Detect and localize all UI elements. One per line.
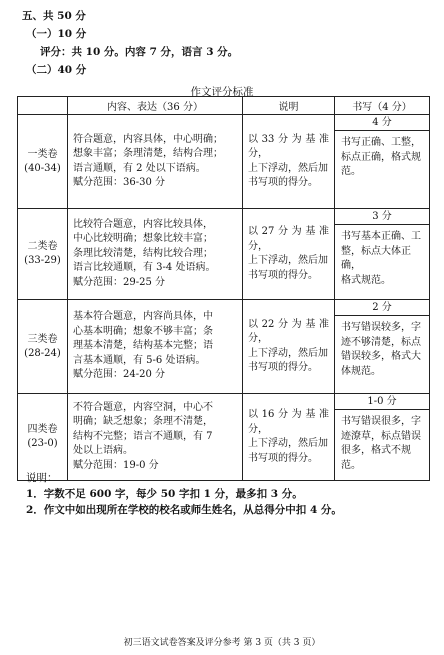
note-line: 上下浮动，然后加 (248, 438, 328, 449)
content-line: 心基本明确；想象不够丰富；条 (73, 325, 213, 337)
writing-line: 迹潦草，标点错误 (341, 430, 421, 442)
writing-line: 书写基本正确、工 (341, 231, 421, 242)
note-cell (243, 115, 335, 209)
notes-label: 说明： (26, 472, 58, 484)
writing-line: 很多，格式不规范。 (341, 445, 411, 471)
category-name: 二类卷 (27, 241, 58, 252)
category-cell (18, 300, 68, 394)
note-cell (243, 209, 335, 300)
content-line: 基本符合题意，内容尚具体，中 (73, 311, 213, 323)
writing-score: 2 分 (335, 300, 429, 316)
writing-desc (335, 225, 429, 293)
writing-desc (335, 131, 429, 185)
writing-line: 体规范。 (341, 365, 381, 377)
content-cell (68, 300, 243, 394)
table-row (18, 394, 430, 481)
header-blank (18, 97, 68, 115)
writing-line: 标点正确，格式规 (341, 151, 421, 163)
content-line: 语言通顺，有 2 处以下语病。 (73, 162, 206, 174)
note-line: 书写项的得分。 (248, 269, 318, 281)
writing-score: 3 分 (335, 209, 429, 225)
content-line: 想象丰富；条理清楚，结构合理； (73, 148, 223, 159)
writing-desc (335, 410, 429, 478)
writing-line: 整，标点大体正确， (341, 245, 411, 271)
content-line: 条理比较清楚，结构比较合理； (73, 247, 213, 259)
category-range: (23-0) (27, 438, 58, 449)
category-range: (28-24) (24, 347, 61, 359)
note-line: 上下浮动，然后加 (248, 162, 328, 174)
header-note: 说明 (243, 97, 335, 115)
category-cell (18, 394, 68, 481)
writing-line: 迹不够清楚，标点 (341, 336, 421, 348)
content-line: 赋分范围：29-25 分 (73, 276, 166, 288)
table-header-row (18, 97, 430, 115)
content-line: 语言比较通顺，有 3-4 处语病。 (73, 262, 216, 274)
table-row (18, 209, 430, 300)
note-line: 上下浮动，然后加 (248, 347, 328, 359)
writing-cell (335, 394, 430, 481)
content-line: 赋分范围：36-30 分 (73, 177, 166, 188)
notes-section (26, 470, 342, 518)
part2-heading: （二）40 分 (26, 64, 87, 76)
category-cell (18, 209, 68, 300)
category-range: (33-29) (24, 255, 61, 266)
page-footer: 初三语文试卷答案及评分参考 第 3 页（共 3 页） (123, 638, 321, 648)
writing-line: 格式规范。 (341, 274, 391, 286)
content-line: 中心比较明确；想象比较丰富； (73, 233, 213, 245)
content-line: 赋分范围：19-0 分 (73, 459, 159, 471)
section-heading: 五、共 50 分 (22, 10, 86, 22)
note-line: 以27分为基准分， (248, 226, 329, 252)
table-row (18, 300, 430, 394)
table-title: 作文评分标准 (190, 86, 254, 98)
note-line: 书写项的得分。 (248, 362, 318, 373)
content-line: 符合题意，内容具体，中心明确； (73, 133, 223, 145)
content-cell (68, 209, 243, 300)
content-line: 明确；缺乏想象；条理不清楚， (73, 416, 213, 428)
category-cell (18, 115, 68, 209)
note-cell (243, 394, 335, 481)
header-writing: 书写（4 分） (335, 97, 430, 115)
content-cell (68, 115, 243, 209)
part1-heading: （一）10 分 (26, 28, 87, 40)
content-line: 比较符合题意，内容比较具体， (73, 218, 213, 230)
writing-score: 4 分 (335, 115, 429, 131)
content-cell (68, 394, 243, 481)
scoring-table (17, 96, 430, 481)
writing-line: 范。 (341, 166, 361, 177)
note-line: 以33分为基准分， (248, 133, 329, 159)
content-line: 赋分范围：24-20 分 (73, 369, 166, 381)
writing-cell (335, 209, 430, 300)
writing-score: 1-0 分 (335, 394, 429, 410)
note-item: 1．字数不足 600 字，每少 50 字扣 1 分，最多扣 3 分。 (26, 488, 303, 500)
note-line: 书写项的得分。 (248, 177, 318, 188)
note-cell (243, 300, 335, 394)
note-line: 上下浮动，然后加 (248, 255, 328, 266)
writing-desc (335, 316, 429, 384)
category-name: 一类卷 (27, 148, 58, 160)
content-line: 处以上语病。 (73, 445, 133, 457)
content-line: 不符合题意，内容空洞，中心不 (73, 401, 213, 413)
writing-cell (335, 115, 430, 209)
note-line: 书写项的得分。 (248, 452, 318, 464)
category-name: 四类卷 (27, 424, 58, 435)
category-range: (40-34) (24, 162, 61, 174)
category-name: 三类卷 (27, 333, 58, 345)
content-line: 理基本清楚，结构基本完整；语 (73, 340, 213, 352)
note-line: 以16分为基准分， (248, 409, 329, 435)
writing-line: 书写正确、工整， (341, 137, 421, 148)
writing-line: 错误较多，格式大 (341, 351, 421, 362)
writing-cell (335, 300, 430, 394)
table-row (18, 115, 430, 209)
writing-line: 书写错误较多，字 (341, 322, 421, 333)
content-line: 结构不完整；语言不通顺，有 7 (73, 430, 213, 442)
content-line: 言基本通顺，有 5-6 处语病。 (73, 354, 206, 366)
scoring-rule: 评分：共 10 分。内容 7 分，语言 3 分。 (40, 46, 239, 58)
note-line: 以22分为基准分， (248, 318, 329, 344)
writing-line: 书写错误很多，字 (341, 416, 421, 427)
note-item: 2．作文中如出现所在学校的校名或师生姓名，从总得分中扣 4 分。 (26, 504, 342, 516)
header-content: 内容、表达（36 分） (68, 97, 243, 115)
